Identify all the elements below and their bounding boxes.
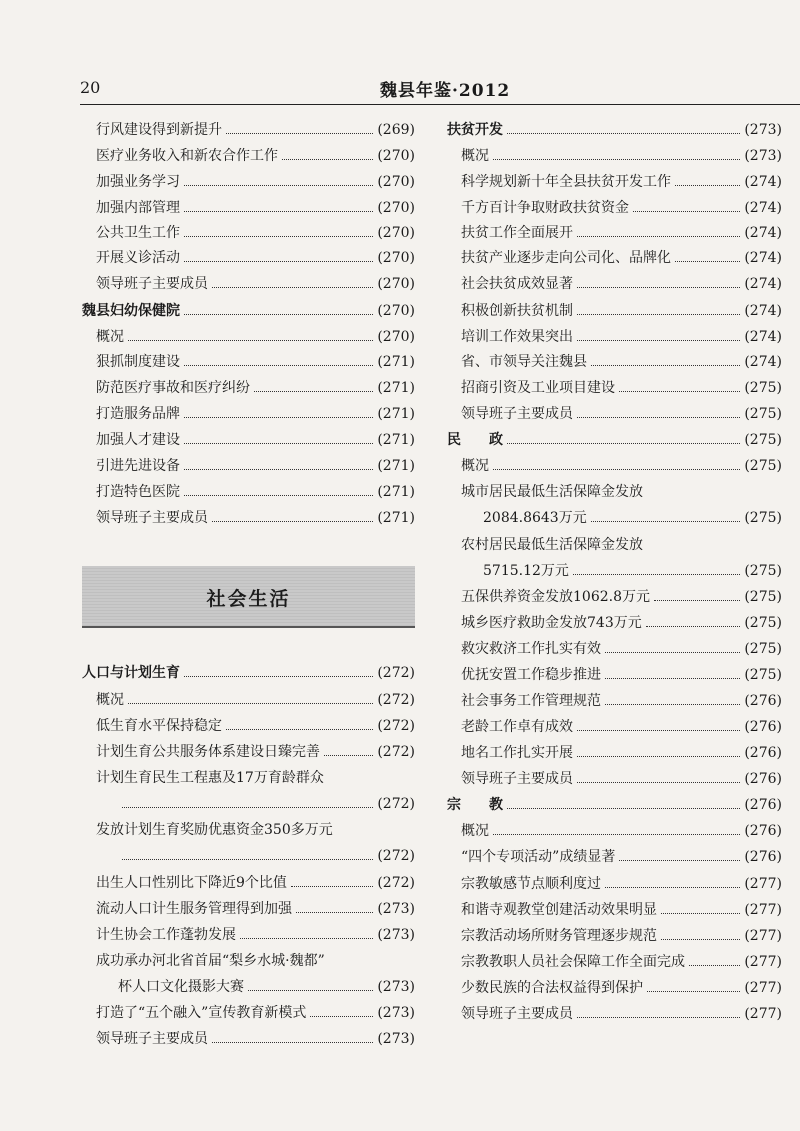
toc-entry-title: 培训工作效果突出 <box>461 329 573 345</box>
dot-leader <box>128 691 373 704</box>
toc-entry-title: 招商引资及工业项目建设 <box>461 380 615 396</box>
toc-entry-page: (274) <box>744 354 782 370</box>
dot-leader <box>184 405 373 418</box>
toc-entry-page: (277) <box>744 902 782 918</box>
dot-leader <box>122 847 373 860</box>
toc-entry-title: 领导班子主要成员 <box>96 276 208 292</box>
dot-leader <box>184 199 373 212</box>
toc-entry-title: 人口与计划生育 <box>82 665 180 681</box>
dot-leader <box>577 302 740 315</box>
toc-entry-title: 2084.8643万元 <box>483 510 587 526</box>
toc-entry-page: (273) <box>377 901 415 917</box>
dot-leader <box>128 328 373 341</box>
toc-entry-page: (271) <box>377 510 415 526</box>
toc-entry <box>447 222 782 244</box>
toc-entry-page: (274) <box>744 329 782 345</box>
toc-entry <box>447 403 782 425</box>
toc-entry <box>447 612 782 634</box>
dot-leader <box>240 926 373 939</box>
header-rule <box>80 104 800 105</box>
toc-entry-title: 科学规划新十年全县扶贫开发工作 <box>461 174 671 190</box>
toc-entry-title: 出生人口性别比下降近9个比值 <box>96 875 287 891</box>
page-number: 20 <box>80 78 101 97</box>
dot-leader <box>577 1005 740 1018</box>
toc-entry-page: (275) <box>744 510 782 526</box>
toc-entry-page: (271) <box>377 380 415 396</box>
toc-entry-page: (272) <box>377 875 415 891</box>
toc-entry-title: 计生协会工作蓬勃发展 <box>96 927 236 943</box>
dot-leader <box>577 405 740 418</box>
dot-leader <box>619 379 740 392</box>
toc-entry-title: 少数民族的合法权益得到保护 <box>461 980 643 996</box>
toc-entry-page: (272) <box>377 796 415 812</box>
toc-entry <box>447 742 782 764</box>
toc-entry-title: 宗教教职人员社会保障工作全面完成 <box>461 954 685 970</box>
dot-leader <box>248 978 373 991</box>
toc-entry-page: (275) <box>744 589 782 605</box>
toc-entry <box>447 560 782 582</box>
dot-leader <box>507 796 740 809</box>
toc-entry <box>447 534 782 556</box>
dot-leader <box>646 614 741 627</box>
toc-entry-title: 加强内部管理 <box>96 200 180 216</box>
toc-entry <box>82 429 415 451</box>
toc-entry <box>447 820 782 842</box>
toc-entry <box>447 638 782 660</box>
toc-entry <box>82 845 415 867</box>
toc-entry-title: 流动人口计生服务管理得到加强 <box>96 901 292 917</box>
dot-leader <box>619 848 740 861</box>
toc-entry <box>447 977 782 999</box>
toc-entry <box>447 145 782 167</box>
toc-entry <box>82 819 415 841</box>
dot-leader <box>493 822 740 835</box>
toc-section-entry <box>447 119 782 141</box>
toc-entry-page: (270) <box>377 148 415 164</box>
toc-entry <box>82 1002 415 1024</box>
toc-entry <box>82 197 415 219</box>
toc-entry-page: (271) <box>377 484 415 500</box>
toc-section-entry <box>82 662 415 684</box>
dot-leader <box>493 147 740 160</box>
toc-entry-page: (270) <box>377 225 415 241</box>
dot-leader <box>184 302 373 315</box>
toc-entry <box>82 247 415 269</box>
toc-entry <box>82 403 415 425</box>
toc-entry-title: 加强人才建设 <box>96 432 180 448</box>
toc-entry-page: (274) <box>744 303 782 319</box>
dot-leader <box>324 743 373 756</box>
toc-entry-title: 打造服务品牌 <box>96 406 180 422</box>
toc-entry-title: 行风建设得到新提升 <box>96 122 222 138</box>
dot-leader <box>291 874 373 887</box>
toc-entry-title: 防范医疗事故和医疗纠纷 <box>96 380 250 396</box>
toc-entry <box>82 481 415 503</box>
toc-entry-page: (277) <box>744 1006 782 1022</box>
toc-entry <box>447 664 782 686</box>
toc-entry-title: 千方百计争取财政扶贫资金 <box>461 200 629 216</box>
toc-entry-title: 扶贫产业逐步走向公司化、品牌化 <box>461 250 671 266</box>
dot-leader <box>647 979 740 992</box>
toc-entry-page: (277) <box>744 928 782 944</box>
toc-entry-page: (275) <box>744 641 782 657</box>
dot-leader <box>507 431 740 444</box>
dot-leader <box>577 328 740 341</box>
toc-entry-page: (276) <box>744 849 782 865</box>
dot-leader <box>591 509 741 522</box>
dot-leader <box>310 1004 373 1017</box>
dot-leader <box>254 379 373 392</box>
toc-entry-page: (275) <box>744 406 782 422</box>
toc-entry-title: 狠抓制度建设 <box>96 354 180 370</box>
dot-leader <box>591 353 740 366</box>
toc-entry-page: (277) <box>744 876 782 892</box>
toc-entry-page: (273) <box>377 927 415 943</box>
toc-entry-page: (274) <box>744 174 782 190</box>
dot-leader <box>184 224 373 237</box>
toc-entry-title: “四个专项活动”成绩显著 <box>461 849 616 865</box>
toc-entry <box>447 455 782 477</box>
toc-entry-title: 领导班子主要成员 <box>461 406 573 422</box>
toc-entry-title: 和谐寺观教堂创建活动效果明显 <box>461 902 657 918</box>
toc-entry <box>447 171 782 193</box>
toc-entry <box>82 924 415 946</box>
dot-leader <box>226 717 373 730</box>
dot-leader <box>507 121 740 134</box>
toc-entry-page: (275) <box>744 432 782 448</box>
toc-entry-title: 5715.12万元 <box>483 563 569 579</box>
dot-leader <box>661 927 740 940</box>
toc-entry-page: (274) <box>744 225 782 241</box>
toc-entry-title: 民 政 <box>447 432 503 448</box>
toc-entry-title: 扶贫工作全面展开 <box>461 225 573 241</box>
toc-entry-title: 医疗业务收入和新农合作工作 <box>96 148 278 164</box>
toc-entry-title: 领导班子主要成员 <box>461 771 573 787</box>
toc-entry-page: (273) <box>377 1031 415 1047</box>
toc-entry <box>82 171 415 193</box>
dot-leader <box>296 900 373 913</box>
toc-entry-page: (276) <box>744 797 782 813</box>
toc-entry-title: 杯人口文化摄影大赛 <box>118 979 244 995</box>
toc-entry-page: (273) <box>377 979 415 995</box>
toc-entry-title: 宗教敏感节点顺利度过 <box>461 876 601 892</box>
toc-entry-title: 概况 <box>96 329 124 345</box>
toc-entry-page: (270) <box>377 174 415 190</box>
toc-section-entry <box>82 300 415 322</box>
toc-entry-title: 地名工作扎实开展 <box>461 745 573 761</box>
toc-entry <box>82 145 415 167</box>
dot-leader <box>122 795 373 808</box>
dot-leader <box>675 173 740 186</box>
toc-entry-page: (271) <box>377 458 415 474</box>
toc-entry <box>82 507 415 529</box>
toc-entry <box>82 715 415 737</box>
toc-entry-title: 优抚安置工作稳步推进 <box>461 667 601 683</box>
toc-entry-page: (271) <box>377 354 415 370</box>
toc-entry <box>447 273 782 295</box>
toc-entry-page: (270) <box>377 276 415 292</box>
dot-leader <box>212 275 373 288</box>
toc-entry <box>82 377 415 399</box>
dot-leader <box>184 457 373 470</box>
toc-entry-page: (271) <box>377 406 415 422</box>
dot-leader <box>577 275 740 288</box>
toc-entry-title: 社会事务工作管理规范 <box>461 693 601 709</box>
toc-entry-title: 计划生育公共服务体系建设日臻完善 <box>96 744 320 760</box>
toc-entry-page: (275) <box>744 667 782 683</box>
toc-entry-page: (276) <box>744 745 782 761</box>
toc-entry <box>82 1028 415 1050</box>
toc-entry-page: (277) <box>744 954 782 970</box>
toc-entry <box>82 455 415 477</box>
toc-entry-page: (270) <box>377 200 415 216</box>
toc-entry <box>82 326 415 348</box>
dot-leader <box>661 901 740 914</box>
section-banner-title: 社会生活 <box>206 588 291 610</box>
toc-entry-title: 领导班子主要成员 <box>461 1006 573 1022</box>
toc-entry-page: (275) <box>744 458 782 474</box>
toc-entry <box>82 689 415 711</box>
toc-entry-title: 宗 教 <box>447 797 503 813</box>
dot-leader <box>577 744 740 757</box>
toc-entry-title: 扶贫开发 <box>447 122 503 138</box>
toc-entry-page: (275) <box>744 563 782 579</box>
toc-entry-page: (274) <box>744 276 782 292</box>
dot-leader <box>605 875 740 888</box>
toc-entry-page: (276) <box>744 823 782 839</box>
toc-entry-page: (271) <box>377 432 415 448</box>
toc-entry <box>82 222 415 244</box>
dot-leader <box>184 664 373 677</box>
toc-entry-title: 概况 <box>96 692 124 708</box>
dot-leader <box>493 457 740 470</box>
dot-leader <box>577 718 740 731</box>
toc-entry-page: (269) <box>377 122 415 138</box>
toc-entry-title: 计划生育民生工程惠及17万育龄群众 <box>96 770 324 786</box>
toc-entry-page: (273) <box>744 148 782 164</box>
toc-entry <box>82 976 415 998</box>
toc-entry-page: (272) <box>377 665 415 681</box>
toc-entry-title: 老龄工作卓有成效 <box>461 719 573 735</box>
toc-entry-page: (272) <box>377 744 415 760</box>
toc-entry-title: 打造特色医院 <box>96 484 180 500</box>
toc-entry-title: 公共卫生工作 <box>96 225 180 241</box>
toc-entry-title: 打造了“五个融入”宣传教育新模式 <box>96 1005 307 1021</box>
toc-entry-title: 加强业务学习 <box>96 174 180 190</box>
toc-entry-page: (276) <box>744 719 782 735</box>
toc-entry <box>447 586 782 608</box>
toc-section-entry <box>447 794 782 816</box>
dot-leader <box>184 431 373 444</box>
toc-entry <box>447 300 782 322</box>
toc-entry-title: 省、市领导关注魏县 <box>461 354 587 370</box>
toc-entry <box>447 1003 782 1025</box>
toc-entry <box>82 741 415 763</box>
dot-leader <box>654 588 740 601</box>
toc-entry-page: (270) <box>377 303 415 319</box>
toc-entry-title: 积极创新扶贫机制 <box>461 303 573 319</box>
dot-leader <box>577 224 740 237</box>
toc-entry <box>447 768 782 790</box>
toc-entry-title: 开展义诊活动 <box>96 250 180 266</box>
toc-entry-title: 魏县妇幼保健院 <box>82 303 180 319</box>
toc-entry-title: 发放计划生育奖励优惠资金350多万元 <box>96 822 333 838</box>
toc-entry <box>447 377 782 399</box>
page-header <box>80 70 800 100</box>
dot-leader <box>212 1030 373 1043</box>
toc-entry <box>82 872 415 894</box>
dot-leader <box>605 640 740 653</box>
toc-entry <box>82 767 415 789</box>
toc-entry-title: 成功承办河北省首届“梨乡水城·魏都” <box>96 953 325 969</box>
toc-entry-title: 五保供养资金发放1062.8万元 <box>461 589 650 605</box>
section-banner <box>82 566 415 628</box>
dot-leader <box>282 147 373 160</box>
toc-entry-title: 农村居民最低生活保障金发放 <box>461 537 643 553</box>
dot-leader <box>184 353 373 366</box>
dot-leader <box>573 562 740 575</box>
toc-entry-title: 领导班子主要成员 <box>96 510 208 526</box>
toc-entry <box>82 351 415 373</box>
toc-entry-page: (274) <box>744 250 782 266</box>
toc-entry <box>447 507 782 529</box>
toc-entry-title: 概况 <box>461 148 489 164</box>
toc-entry-title: 宗教活动场所财务管理逐步规范 <box>461 928 657 944</box>
toc-entry <box>82 273 415 295</box>
toc-section-entry <box>447 429 782 451</box>
dot-leader <box>226 121 373 134</box>
toc-entry-title: 城市居民最低生活保障金发放 <box>461 484 643 500</box>
toc-entry <box>447 873 782 895</box>
dot-leader <box>184 483 373 496</box>
toc-entry-title: 概况 <box>461 458 489 474</box>
dot-leader <box>605 666 740 679</box>
toc-entry <box>447 951 782 973</box>
toc-entry <box>447 690 782 712</box>
toc-entry <box>447 247 782 269</box>
toc-entry-page: (275) <box>744 615 782 631</box>
toc-entry <box>447 925 782 947</box>
toc-entry-page: (274) <box>744 200 782 216</box>
toc-entry-page: (272) <box>377 718 415 734</box>
dot-leader <box>633 199 740 212</box>
toc-entry <box>447 716 782 738</box>
dot-leader <box>675 249 740 262</box>
toc-entry-page: (275) <box>744 380 782 396</box>
toc-entry-title: 概况 <box>461 823 489 839</box>
toc-entry-page: (273) <box>744 122 782 138</box>
toc-entry-page: (270) <box>377 329 415 345</box>
toc-entry-title: 救灾救济工作扎实有效 <box>461 641 601 657</box>
toc-entry-page: (276) <box>744 771 782 787</box>
toc-entry <box>447 351 782 373</box>
toc-entry <box>447 846 782 868</box>
toc-entry-title: 社会扶贫成效显著 <box>461 276 573 292</box>
toc-entry <box>447 197 782 219</box>
dot-leader <box>212 509 373 522</box>
running-title: 魏县年鉴·2012 <box>380 81 511 101</box>
toc-entry <box>82 119 415 141</box>
toc-entry <box>447 481 782 503</box>
dot-leader <box>689 953 740 966</box>
toc-entry-page: (277) <box>744 980 782 996</box>
toc-entry <box>82 950 415 972</box>
toc-entry-title: 引进先进设备 <box>96 458 180 474</box>
toc-entry-page: (273) <box>377 1005 415 1021</box>
toc-entry-title: 低生育水平保持稳定 <box>96 718 222 734</box>
toc-entry-page: (270) <box>377 250 415 266</box>
dot-leader <box>184 173 373 186</box>
toc-entry-page: (272) <box>377 692 415 708</box>
toc-entry <box>447 899 782 921</box>
toc-entry-title: 城乡医疗救助金发放743万元 <box>461 615 642 631</box>
dot-leader <box>184 249 373 262</box>
toc-entry-title: 领导班子主要成员 <box>96 1031 208 1047</box>
toc-entry <box>82 898 415 920</box>
dot-leader <box>577 770 740 783</box>
toc-entry-page: (272) <box>377 848 415 864</box>
dot-leader <box>605 692 740 705</box>
toc-entry <box>447 326 782 348</box>
toc-entry <box>82 793 415 815</box>
toc-entry-page: (276) <box>744 693 782 709</box>
